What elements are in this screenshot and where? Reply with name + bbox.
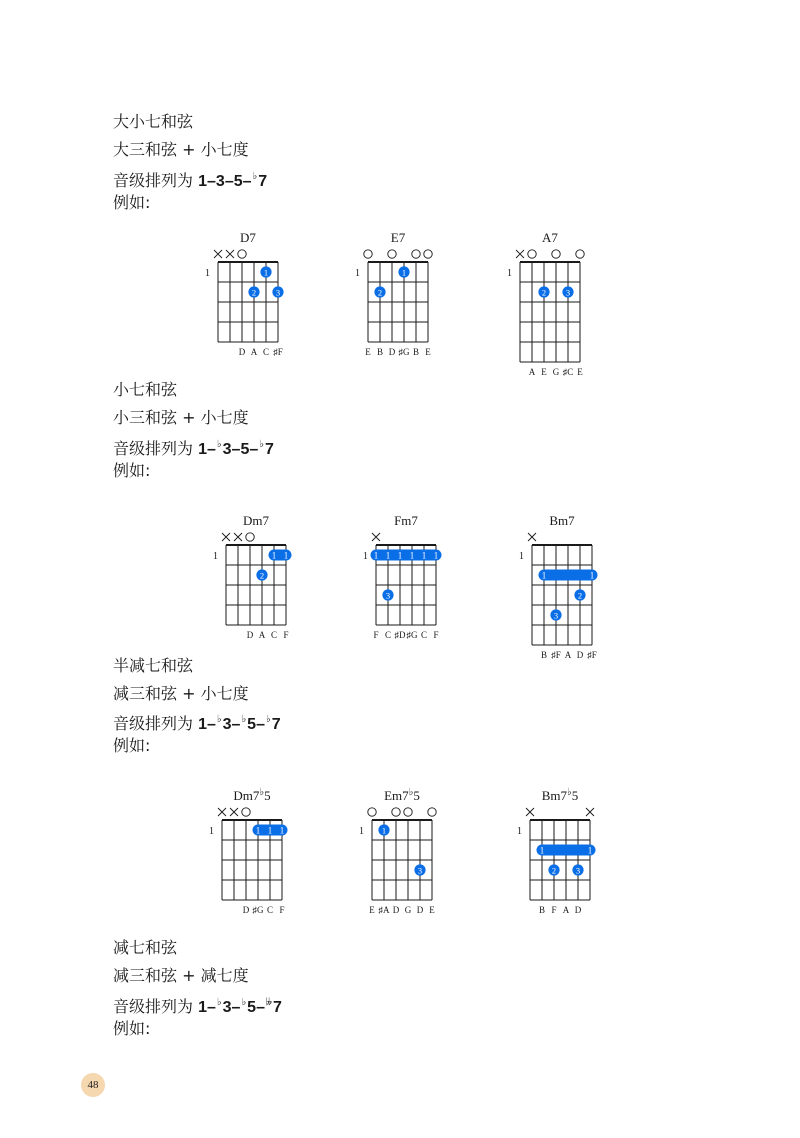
finger-number: 3 [275, 287, 281, 298]
formula-accidental: ♭ [265, 714, 271, 725]
open-string-icon [364, 250, 372, 258]
formula-separator: – [231, 999, 241, 1016]
formula-degree: 5 [247, 999, 257, 1016]
note-name: D [246, 630, 254, 640]
section-3-formula [113, 710, 281, 735]
muted-string-icon [528, 533, 536, 541]
formula-degree: 7 [271, 716, 281, 733]
formula-accidental: ♭ [252, 171, 258, 182]
note-name: A [250, 347, 258, 357]
open-string-icon [412, 250, 420, 258]
formula-separator: – [242, 173, 252, 190]
finger-number: 2 [541, 287, 547, 298]
open-string-icon [238, 250, 246, 258]
formula-separator: – [207, 173, 216, 190]
chord-diagram-fm7 [362, 509, 472, 640]
open-string-icon [368, 808, 376, 816]
note-name: A [564, 650, 572, 660]
formula-degree: 3 [222, 999, 232, 1016]
finger-number: 2 [577, 590, 583, 601]
formula-separator: – [256, 716, 265, 733]
formula-degree: 5 [233, 173, 243, 190]
section-2-formula [113, 435, 274, 460]
note-name: E [429, 905, 435, 915]
formula-separator: – [231, 716, 241, 733]
muted-string-icon [526, 808, 534, 816]
section-3-title: 半减七和弦 [113, 656, 194, 675]
formula-degree: 7 [258, 173, 268, 190]
chord-name: Bm7 [549, 513, 575, 528]
chord-name: Dm7 [243, 513, 269, 528]
barre-finger-number: 1 [373, 550, 379, 561]
section-2-composition: 小三和弦 + 小七度 [113, 408, 249, 427]
note-name: B [412, 347, 420, 357]
formula-accidental: ♭ [241, 997, 247, 1008]
formula-degree: 3 [215, 173, 225, 190]
formula-accidental: ♭ [241, 714, 247, 725]
formula-accidental: ♭ [259, 439, 264, 450]
formula-accidental: 𝄫 [265, 997, 272, 1008]
muted-string-icon [372, 533, 380, 541]
muted-string-icon [516, 250, 524, 258]
note-name: D [576, 650, 584, 660]
muted-string-icon [214, 250, 222, 258]
barre-finger-number: 1 [271, 550, 277, 561]
muted-string-icon [230, 808, 238, 816]
note-name: E [541, 367, 547, 377]
barre-bar [537, 845, 596, 856]
note-name: A [562, 905, 570, 915]
formula-degree: 5 [247, 716, 257, 733]
base-fret-number: 1 [507, 268, 512, 279]
note-name: ♯F [551, 650, 561, 660]
section-4-composition: 减三和弦 + 减七度 [113, 966, 249, 985]
open-string-icon [576, 250, 584, 258]
note-name: ♯A [378, 905, 390, 915]
note-name: C [420, 630, 428, 640]
finger-number: 1 [263, 267, 269, 278]
note-name: F [283, 630, 289, 640]
note-name: ♯G [406, 630, 418, 640]
chord-diagram-e7 [354, 226, 464, 357]
note-name: A [258, 630, 266, 640]
note-name: B [376, 347, 384, 357]
note-name: E [577, 367, 583, 377]
note-name: D [388, 347, 396, 357]
open-string-icon [552, 250, 560, 258]
barre-finger-number: 1 [541, 570, 547, 581]
formula-degree: 1 [198, 441, 207, 458]
formula-degree: 1 [198, 999, 207, 1016]
chord-name: Fm7 [394, 513, 418, 528]
note-name: F [373, 630, 379, 640]
formula-separator: – [207, 441, 216, 458]
note-name: D [238, 347, 246, 357]
formula-degree: 5 [240, 441, 250, 458]
finger-number: 3 [565, 287, 571, 298]
section-2-title: 小七和弦 [113, 380, 178, 399]
formula-degree: 3 [222, 441, 232, 458]
muted-string-icon [222, 533, 230, 541]
barre-finger-number: 1 [433, 550, 439, 561]
chord-diagram-dm7 [212, 509, 322, 640]
finger-number: 3 [385, 590, 391, 601]
formula-degree: 7 [272, 999, 282, 1016]
note-name: G [404, 905, 412, 915]
section-1-composition: 大三和弦 + 小七度 [113, 140, 249, 159]
muted-string-icon [234, 533, 242, 541]
chord-name: Em7♭5 [384, 787, 420, 803]
finger-number: 1 [381, 825, 387, 836]
note-name: D [574, 905, 582, 915]
barre-finger-number: 1 [385, 550, 391, 561]
note-name: ♯F [587, 650, 597, 660]
base-fret-number: 1 [205, 268, 210, 279]
note-name: ♯D [394, 630, 406, 640]
note-name: ♯C [562, 367, 574, 377]
barre-finger-number: 1 [539, 845, 545, 856]
note-name: ♯G [252, 905, 264, 915]
section-4-example-label: 例如: [113, 1019, 151, 1038]
open-string-icon [424, 250, 432, 258]
barre-finger-number: 1 [421, 550, 427, 561]
formula-accidental: ♭ [216, 997, 222, 1008]
formula-degree: 7 [264, 441, 274, 458]
section-1-example-label: 例如: [113, 193, 151, 212]
barre-finger-number: 1 [267, 825, 273, 836]
note-name: B [538, 905, 546, 915]
note-name: C [270, 630, 278, 640]
barre-finger-number: 1 [283, 550, 289, 561]
finger-number: 3 [417, 865, 423, 876]
formula-accidental: ♭ [216, 714, 222, 725]
formula-accidental: ♭ [216, 439, 222, 450]
open-string-icon [404, 808, 412, 816]
barre-finger-number: 1 [255, 825, 261, 836]
formula-separator: – [207, 716, 216, 733]
page-number: 48 [81, 1073, 105, 1097]
base-fret-number: 1 [519, 551, 524, 562]
section-1-title: 大小七和弦 [113, 112, 194, 131]
note-name: C [384, 630, 392, 640]
formula-prefix: 音级排列为 [113, 714, 199, 733]
note-name: D [392, 905, 400, 915]
base-fret-number: 1 [359, 826, 364, 837]
finger-number: 2 [259, 570, 265, 581]
formula-prefix: 音级排列为 [113, 997, 199, 1016]
chord-name: Dm7♭5 [233, 787, 271, 803]
chord-diagram-em7b5 [358, 784, 468, 915]
formula-degree: 1 [198, 173, 207, 190]
note-name: D [242, 905, 250, 915]
note-name: G [552, 367, 560, 377]
note-name: ♯F [273, 347, 283, 357]
section-4-formula [113, 993, 282, 1018]
base-fret-number: 1 [363, 551, 368, 562]
formula-degree: 3 [222, 716, 232, 733]
finger-number: 3 [575, 865, 581, 876]
open-string-icon [428, 808, 436, 816]
note-name: C [266, 905, 274, 915]
finger-number: 3 [553, 610, 559, 621]
chord-diagram-bm7 [518, 509, 628, 660]
finger-number: 1 [401, 267, 407, 278]
formula-degree: 1 [198, 716, 207, 733]
section-3-example-label: 例如: [113, 736, 151, 755]
finger-number: 2 [551, 865, 557, 876]
chord-diagram-bm7b5 [516, 784, 626, 915]
barre-finger-number: 1 [397, 550, 403, 561]
chord-name: A7 [542, 230, 558, 245]
section-4-title: 减七和弦 [113, 938, 178, 957]
open-string-icon [528, 250, 536, 258]
barre-finger-number: 1 [587, 845, 593, 856]
note-name: D [416, 905, 424, 915]
base-fret-number: 1 [355, 268, 360, 279]
barre-finger-number: 1 [279, 825, 285, 836]
formula-separator: – [224, 173, 234, 190]
muted-string-icon [586, 808, 594, 816]
chord-name: Bm7♭5 [541, 787, 579, 803]
section-2-example-label: 例如: [113, 461, 151, 480]
finger-number: 2 [251, 287, 257, 298]
base-fret-number: 1 [209, 826, 214, 837]
chord-diagram-d7 [204, 226, 314, 357]
muted-string-icon [218, 808, 226, 816]
section-3-composition: 减三和弦 + 小七度 [113, 684, 249, 703]
note-name: ♯G [398, 347, 410, 357]
formula-separator: – [207, 999, 216, 1016]
note-name: F [551, 905, 557, 915]
open-string-icon [246, 533, 254, 541]
note-name: F [279, 905, 285, 915]
note-name: E [369, 905, 375, 915]
base-fret-number: 1 [213, 551, 218, 562]
note-name: F [433, 630, 439, 640]
open-string-icon [392, 808, 400, 816]
formula-separator: – [231, 441, 241, 458]
note-name: A [528, 367, 536, 377]
muted-string-icon [226, 250, 234, 258]
chord-name: E7 [390, 230, 406, 245]
finger-number: 2 [377, 287, 383, 298]
barre-bar [539, 570, 598, 581]
barre-finger-number: 1 [589, 570, 595, 581]
chord-name: D7 [240, 230, 256, 245]
section-1-formula [113, 167, 267, 192]
note-name: C [262, 347, 270, 357]
base-fret-number: 1 [517, 826, 522, 837]
chord-diagram-dm7b5 [208, 784, 318, 915]
note-name: E [425, 347, 431, 357]
barre-finger-number: 1 [409, 550, 415, 561]
note-name: B [540, 650, 548, 660]
open-string-icon [242, 808, 250, 816]
formula-separator: – [249, 441, 259, 458]
formula-separator: – [256, 999, 265, 1016]
barre-bar [371, 550, 442, 561]
open-string-icon [388, 250, 396, 258]
chord-diagram-a7 [506, 226, 616, 377]
formula-prefix: 音级排列为 [113, 171, 199, 190]
note-name: E [365, 347, 371, 357]
formula-prefix: 音级排列为 [113, 439, 199, 458]
